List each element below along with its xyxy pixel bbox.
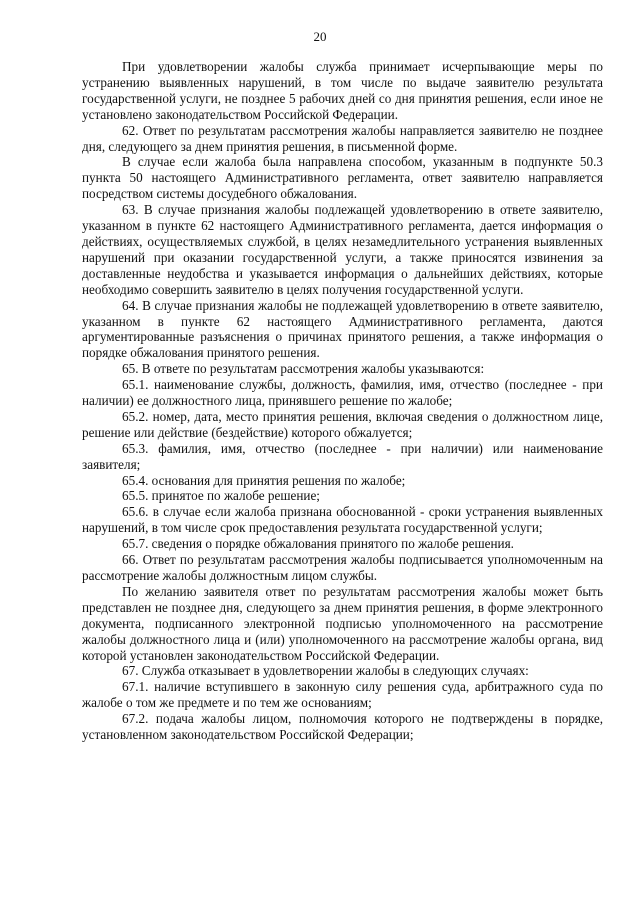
paragraph-65-5: 65.5. принятое по жалобе решение;: [122, 488, 320, 504]
paragraph-63: 63. В случае признания жалобы подлежащей удовлетворению в ответе заявителю, указанном в пункте 62 настоящего Административного регламента, дается информация о действиях, осуществляемых службой, в целях незамедлительного устранения выявленных нарушений при оказании государственной услуги, а также приносятся извинения за доставленные неудобства и указывается информация о дальнейших действиях, которые необходимо совершить заявителю в целях получения государственной услуги.: [82, 202, 603, 297]
paragraph-65-1: 65.1. наименование службы, должность, фамилия, имя, отчество (последнее - при наличии) ее должностного лица, принявшего решение по жалобе;: [82, 377, 603, 409]
paragraph-65-6: 65.6. в случае если жалоба признана обоснованной - сроки устранения выявленных нарушений, в том числе срок предоставления результата государственной услуги;: [82, 504, 603, 536]
paragraph-67-1: 67.1. наличие вступившего в законную силу решения суда, арбитражного суда по жалобе о том же предмете и по тем же основаниям;: [82, 679, 603, 711]
paragraph-67-2: 67.2. подача жалобы лицом, полномочия которого не подтверждены в порядке, установленном законодательством Российской Федерации;: [82, 711, 603, 743]
paragraph-65-4: 65.4. основания для принятия решения по жалобе;: [122, 472, 406, 488]
paragraph-67: 67. Служба отказывает в удовлетворении жалобы в следующих случаях:: [122, 663, 529, 679]
page-number: 20: [313, 29, 327, 44]
paragraph-65-2: 65.2. номер, дата, место принятия решения, включая сведения о должностном лице, решение или действие (бездействие) которого обжалуется;: [82, 408, 603, 440]
paragraph-remedy-on-satisfaction: При удовлетворении жалобы служба принимает исчерпывающие меры по устранению выявленных нарушений, в том числе по выдаче заявителю результата государственной услуги, не позднее 5 рабочих дней со дня принятия решения, если иное не установлено законодательством Российской Федерации.: [82, 59, 603, 122]
paragraph-66: 66. Ответ по результатам рассмотрения жалобы подписывается уполномоченным на рассмотрение жалобы должностным лицом службы.: [82, 552, 603, 583]
paragraph-66-electronic: По желанию заявителя ответ по результатам рассмотрения жалобы может быть представлен не позднее дня, следующего за днем принятия решения, в форме электронного документа, подписанного электронной подписью уполномоченного на рассмотрение жалобы должностного лица и (или) уполномоченного на рассмотрение жалобы органа, вид которой установлен законодательством Российской Федерации.: [82, 583, 603, 663]
paragraph-64: 64. В случае признания жалобы не подлежащей удовлетворению в ответе заявителю, указанном в пункте 62 настоящего Административного регламента, даются аргументированные разъяснения о причинах принятого решения, а также информация о порядке обжалования принятого решения.: [82, 297, 603, 361]
paragraph-62: 62. Ответ по результатам рассмотрения жалобы направляется заявителю не позднее дня, следующего за днем принятия решения, в письменной форме.: [82, 122, 603, 154]
paragraph-62-electronic: В случае если жалоба была направлена способом, указанным в подпункте 50.3 пункта 50 настоящего Административного регламента, ответ заявителю направляется посредством системы досудебного обжалования.: [82, 154, 603, 202]
paragraph-65-7: 65.7. сведения о порядке обжалования принятого по жалобе решения.: [122, 536, 514, 552]
paragraph-65: 65. В ответе по результатам рассмотрения жалобы указываются:: [122, 361, 485, 377]
paragraph-65-3: 65.3. фамилия, имя, отчество (последнее - при наличии) или наименование заявителя;: [82, 440, 603, 472]
document-body: [82, 59, 603, 743]
